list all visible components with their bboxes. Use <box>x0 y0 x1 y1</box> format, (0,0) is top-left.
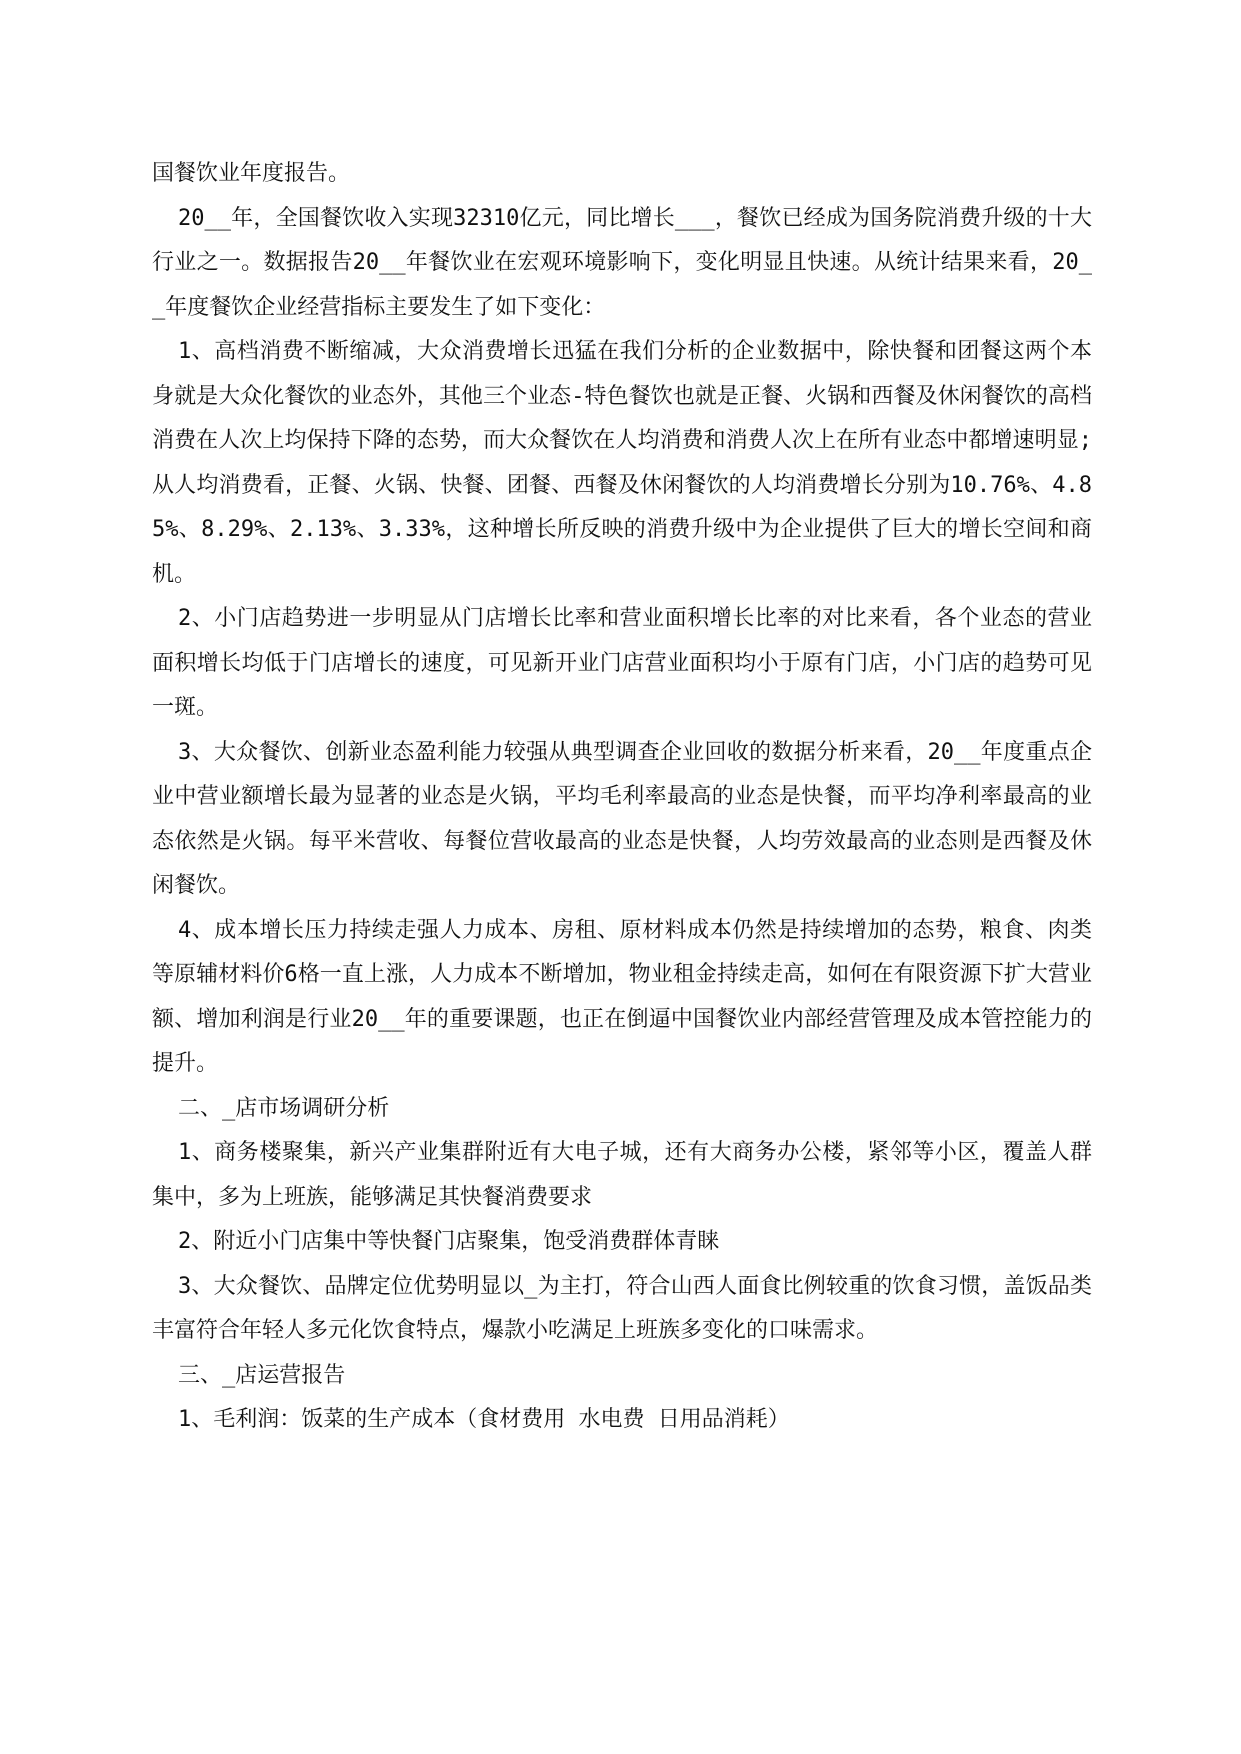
paragraph-change-2: 2、小门店趋势进一步明显从门店增长比率和营业面积增长比率的对比来看，各个业态的营业面积增长均低于门店增长的速度，可见新开业门店营业面积均小于原有门店，小门店的趋势可见一斑。 <box>152 606 1092 720</box>
paragraph-market-3: 3、大众餐饮、品牌定位优势明显以_为主打，符合山西人面食比例较重的饮食习惯，盖饭品类丰富符合年轻人多元化饮食特点，爆款小吃满足上班族多变化的口味需求。 <box>152 1273 1092 1343</box>
section-heading-operations-report: 三、_店运营报告 <box>178 1362 346 1388</box>
paragraph-change-4: 4、成本增长压力持续走强人力成本、房租、原材料成本仍然是持续增加的态势，粮食、肉类等原辅材料价6格一直上涨，人力成本不断增加，物业租金持续走高，如何在有限资源下扩大营业额、增加利润是行业20__年的重要课题，也正在倒逼中国餐饮业内部经营管理及成本管控能力的提升。 <box>152 917 1092 1076</box>
paragraph-change-3: 3、大众餐饮、创新业态盈利能力较强从典型调查企业回收的数据分析来看，20__年度重点企业中营业额增长最为显著的业态是火锅，平均毛利率最高的业态是快餐，而平均净利率最高的业态依然是火锅。每平米营收、每餐位营收最高的业态是快餐，人均劳效最高的业态则是西餐及休闲餐饮。 <box>152 739 1092 898</box>
paragraph-revenue-overview: 20__年，全国餐饮收入实现32310亿元，同比增长___，餐饮已经成为国务院消费升级的十大行业之一。数据报告20__年餐饮业在宏观环境影响下，变化明显且快速。从统计结果来看，20__年度餐饮企业经营指标主要发生了如下变化： <box>152 205 1092 320</box>
paragraph-change-1: 1、高档消费不断缩减，大众消费增长迅猛在我们分析的企业数据中，除快餐和团餐这两个本身就是大众化餐饮的业态外，其他三个业态-特色餐饮也就是正餐、火锅和西餐及休闲餐饮的高档消费在人次上均保持下降的态势，而大众餐饮在人均消费和消费人次上在所有业态中都增速明显;从人均消费看，正餐、火锅、快餐、团餐、西餐及休闲餐饮的人均消费增长分别为10.76%、4.85%、8.29%、2.13%、3.33%，这种增长所反映的消费升级中为企业提供了巨大的增长空间和商机。 <box>152 339 1092 587</box>
paragraph-intro-tail: 国餐饮业年度报告。 <box>152 161 351 186</box>
document-body <box>152 152 1092 1443</box>
paragraph-market-1: 1、商务楼聚集，新兴产业集群附近有大电子城，还有大商务办公楼，紧邻等小区，覆盖人群集中，多为上班族，能够满足其快餐消费要求 <box>152 1140 1092 1210</box>
section-heading-market-research: 二、_店市场调研分析 <box>178 1095 390 1121</box>
paragraph-operations-1: 1、毛利润：饭菜的生产成本（食材费用 水电费 日用品消耗） <box>178 1407 790 1432</box>
paragraph-market-2: 2、附近小门店集中等快餐门店聚集，饱受消费群体青睐 <box>178 1229 720 1254</box>
